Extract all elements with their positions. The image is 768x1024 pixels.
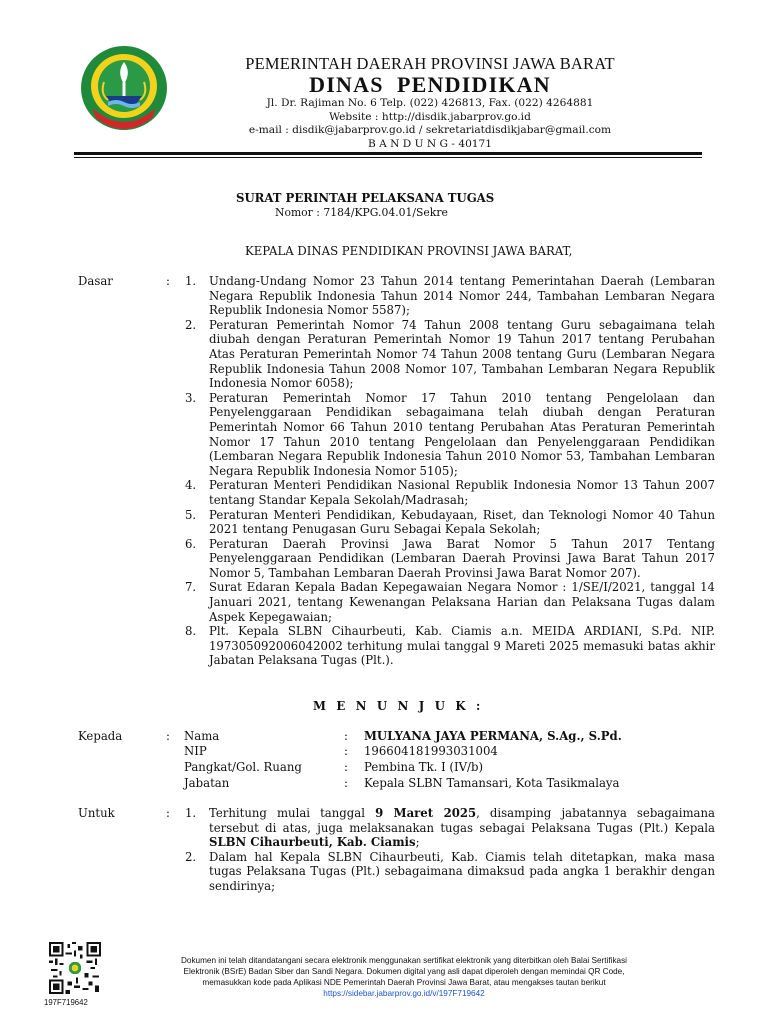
list-number: 2.: [185, 849, 197, 864]
document-number: Nomor : 7184/KPG.04.01/Sekre: [275, 206, 448, 219]
letterhead-divider-thin: [74, 157, 702, 158]
list-text: Surat Edaran Kepala Badan Kepegawaian Negara Nomor : 1/SE/I/2021, tanggal 14 Januari 2021, tentang Kewenangan Pelaksana Harian dan Pelaksana Tugas dalam Aspek Kepegawaian;: [209, 580, 715, 624]
document-title: SURAT PERINTAH PELAKSANA TUGAS: [236, 191, 495, 205]
list-number: 2.: [185, 317, 197, 332]
nip-label: NIP: [184, 744, 207, 758]
list-item: [185, 508, 715, 537]
list-text: Peraturan Menteri Pendidikan, Kebudayaan, Riset, dan Teknologi Nomor 40 Tahun 2021 tentang Penugasan Guru Sebagai Kepala Sekolah;: [209, 507, 715, 537]
list-text: Plt. Kepala SLBN Cihaurbeuti, Kab. Ciamis a.n. MEIDA ARDIANI, S.Pd. NIP. 197305092006042002 terhitung mulai tanggal 9 Mareti 2025 memasuki batas akhir Jabatan Pelaksana Tugas (Plt.).: [209, 624, 715, 668]
untuk-colon: :: [166, 806, 170, 820]
jabatan-value: Kepala SLBN Tamansari, Kota Tasikmalaya: [364, 776, 620, 790]
jabatan-label: Jabatan: [184, 776, 230, 790]
department-name: DINAS PENDIDIKAN: [309, 72, 551, 97]
issuer-line: KEPALA DINAS PENDIDIKAN PROVINSI JAWA BARAT,: [245, 244, 573, 258]
west-java-emblem-logo: [78, 44, 170, 136]
nama-label: Nama: [184, 729, 220, 743]
list-text: ;: [415, 835, 420, 850]
letterhead-divider-thick: [74, 152, 702, 155]
list-item: [185, 624, 715, 668]
list-text: , disamping jabatannya sebagaimana tersebut di atas, juga melaksanakan tugas sebagai Pelaksana Tugas (Plt.) Kepala: [209, 806, 715, 835]
notice-line: Dokumen ini telah ditandatangani secara elektronik menggunakan sertifikat elektronik yang diterbitkan oleh Balai Sertifikasi: [180, 956, 628, 965]
office-city: B A N D U N G - 40171: [367, 137, 493, 150]
office-website: Website : http://disdik.jabarprov.go.id: [329, 110, 531, 123]
notice-line: Elektronik (BSrE) Badan Siber dan Sandi Negara. Dokumen digital yang asli dapat diperoleh dengan memindai QR Code,: [183, 967, 625, 976]
verification-link[interactable]: https://sidebar.jabarprov.go.id/v/197F719642: [323, 989, 485, 998]
government-name: PEMERINTAH DAERAH PROVINSI JAWA BARAT: [245, 54, 615, 73]
letterhead: [180, 54, 680, 151]
list-item: [185, 537, 715, 581]
list-item: [185, 806, 715, 850]
nama-separator: :: [344, 729, 348, 743]
menunjuk-heading: M E N U N J U K :: [313, 699, 484, 713]
list-text: Peraturan Menteri Pendidikan Nasional Republik Indonesia Nomor 13 Tahun 2007 tentang Standar Kepala Sekolah/Madrasah;: [209, 478, 715, 507]
qr-code-image: [49, 942, 101, 994]
nip-separator: :: [344, 744, 348, 758]
list-number: 5.: [185, 507, 197, 522]
dasar-list: [185, 274, 715, 668]
list-text: Peraturan Daerah Provinsi Jawa Barat Nomor 5 Tahun 2017 Tentang Penyelenggaraan Pendidikan (Lembaran Daerah Provinsi Jawa Barat Tahun 2017 Nomor 5, Tambahan Lembaran Daerah Provinsi Jawa Barat Nomor 207).: [209, 536, 715, 580]
list-number: 8.: [185, 624, 197, 639]
dasar-colon: :: [166, 274, 170, 288]
list-number: 1.: [185, 274, 197, 288]
list-item: [185, 274, 715, 318]
list-number: 1.: [185, 806, 197, 820]
list-item: [185, 580, 715, 624]
jabatan-separator: :: [344, 776, 348, 790]
list-item: [185, 391, 715, 479]
list-text: Dalam hal Kepala SLBN Cihaurbeuti, Kab. Ciamis telah ditetapkan, maka masa tugas Pelaksana Tugas (Plt.) sebagaimana dimaksud pada angka 1 berakhir dengan sendirinya;: [209, 849, 715, 893]
kepada-label: Kepada: [78, 729, 123, 743]
list-number: 7.: [185, 580, 197, 595]
e-signature-notice: [128, 955, 680, 999]
qr-code-label: 197F719642: [44, 998, 88, 1007]
list-text: Undang-Undang Nomor 23 Tahun 2014 tentang Pemerintahan Daerah (Lembaran Negara Republik Indonesia Tahun 2014 Nomor 244, Tambahan Lembaran Negara Republik Indonesia Nomor 5587);: [209, 274, 715, 318]
notice-line: memasukkan kode pada Aplikasi NDE Pemerintah Daerah Provinsi Jawa Barat, atau mengakses tautan berikut: [202, 978, 606, 987]
list-text: Peraturan Pemerintah Nomor 74 Tahun 2008 tentang Guru sebagaimana telah diubah dengan Peraturan Pemerintah Nomor 19 Tahun 2017 tentang Perubahan Atas Peraturan Pemerintah Nomor 74 Tahun 2008 tentang Guru (Lembaran Negara Republik Indonesia Tahun 2008 Nomor 107, Tambahan Lembaran Negara Republik Indonesia Nomor 6058);: [209, 317, 715, 391]
list-item: [185, 318, 715, 391]
pangkat-separator: :: [344, 760, 348, 774]
untuk-label: Untuk: [78, 806, 115, 820]
list-item: [185, 850, 715, 894]
list-text: Terhitung mulai tanggal: [209, 806, 376, 820]
kepada-colon: :: [166, 729, 170, 743]
pangkat-value: Pembina Tk. I (IV/b): [364, 760, 484, 774]
list-text: Peraturan Pemerintah Nomor 17 Tahun 2010 tentang Pengelolaan dan Penyelenggaraan Pendidikan sebagaimana telah diubah dengan Peraturan Pemerintah Nomor 66 Tahun 2010 tentang Perubahan Atas Peraturan Pemerintah Nomor 17 Tahun 2010 tentang Pengelolaan dan Penyelenggaraan Pendidikan (Lembaran Negara Republik Indonesia Tahun 2010 Nomor 53, Tambahan Lembaran Negara Republik Indonesia Nomor 5105);: [209, 390, 715, 478]
office-email: e-mail : disdik@jabarprov.go.id / sekretariatdisdikjabar@gmail.com: [248, 124, 612, 137]
untuk-list: [185, 806, 715, 894]
list-number: 3.: [185, 390, 197, 405]
list-number: 4.: [185, 478, 197, 493]
list-item: [185, 478, 715, 507]
office-address: Jl. Dr. Rajiman No. 6 Telp. (022) 426813, Fax. (022) 4264881: [266, 97, 594, 109]
dasar-label: Dasar: [78, 274, 113, 288]
nip-value: 196604181993031004: [364, 744, 498, 758]
nama-value: MULYANA JAYA PERMANA, S.Ag., S.Pd.: [364, 729, 622, 743]
pangkat-label: Pangkat/Gol. Ruang: [184, 760, 302, 774]
start-date: 9 Maret 2025: [375, 806, 477, 820]
school-name: SLBN Cihaurbeuti, Kab. Ciamis: [209, 835, 416, 850]
list-number: 6.: [185, 536, 197, 551]
